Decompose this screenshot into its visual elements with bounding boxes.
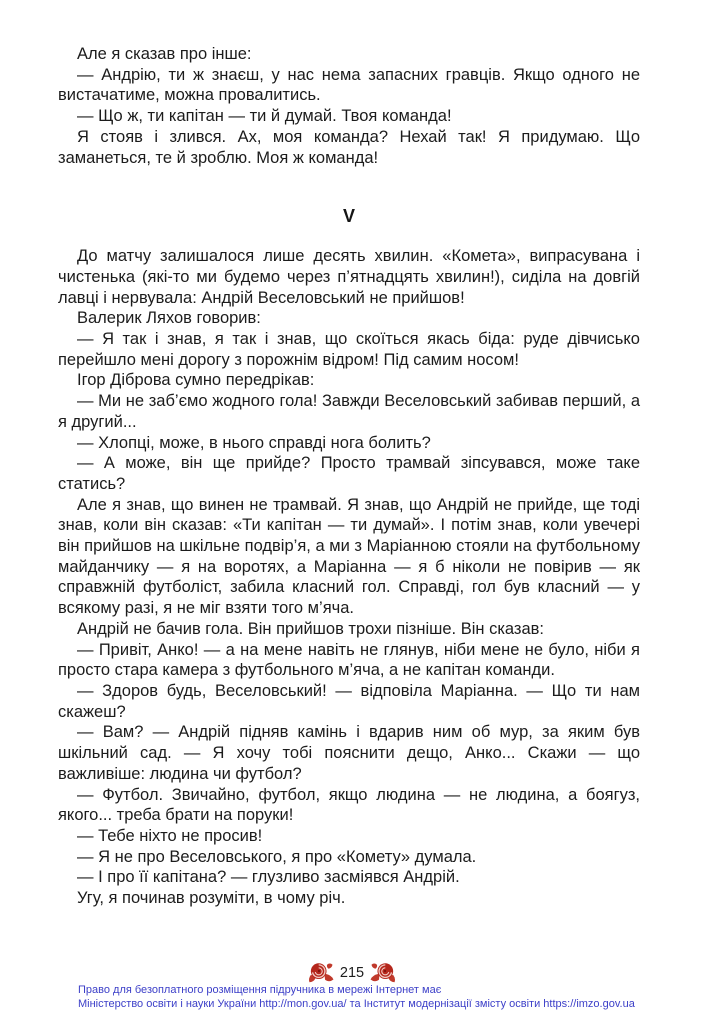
license-note	[78, 984, 648, 1011]
paragraph: — І про її капітана? — глузливо засміявся Андрій.	[77, 868, 460, 887]
page-text	[58, 44, 640, 909]
paragraph: — Ми не заб’ємо жодного гола! Завжди Веселовський забивав перший, а я другий...	[58, 392, 640, 431]
paragraph: — Я так і знав, я так і знав, що скоїться якась біда: руде дівчисько перейшло мені дорогу з порожнім відром! Під самим носом!	[58, 330, 640, 369]
rose-ornament-icon	[369, 961, 397, 985]
paragraph: — Вам? — Андрій підняв камінь і вдарив ним об мур, за яким був шкільний сад. — Я хочу тобі пояснити дещо, Анко... Скажи — що важливіше: людина чи футбол?	[58, 723, 640, 783]
page-number-row	[0, 961, 704, 985]
paragraph: — Привіт, Анко! — а на мене навіть не глянув, ніби мене не було, ніби я просто стара камера з футбольного м’яча, а не капітан команди.	[58, 640, 640, 680]
paragraph: — А може, він ще прийде? Просто трамвай зіпсувався, може таке статись?	[58, 454, 640, 493]
paragraph: Ігор Діброва сумно передрікав:	[77, 371, 315, 390]
paragraph: — Я не про Веселовського, я про «Комету» думала.	[77, 847, 477, 866]
paragraph: Але я сказав про інше:	[77, 45, 252, 63]
chapter-heading: V	[342, 206, 355, 227]
paragraph: — Хлопці, може, в нього справді нога болить?	[77, 433, 431, 452]
page-number: 215	[339, 965, 365, 981]
paragraph: — Що ж, ти капітан — ти й думай. Твоя команда!	[77, 107, 452, 126]
paragraph: — Футбол. Звичайно, футбол, якщо людина — не людина, а боягуз, якого... треба брати на поруки!	[58, 785, 640, 825]
paragraph: Але я знав, що винен не трамвай. Я знав, що Андрій не прийде, ще тоді знав, коли він сказав: «Ти капітан — ти думай». І потім знав, коли увечері він прийшов на шкільне подвір’я, а ми з Маріанною стояли на футбольному майданчику — я на воротях, а Маріанна — я б ніколи не повірив — як справжній футболіст, забила класний гол. Справді, гол був класний — у всякому разі, я не міг взяти того м’яча.	[58, 495, 640, 618]
paragraph: Андрій не бачив гола. Він прийшов трохи пізніше. Він сказав:	[77, 619, 545, 638]
license-line: Міністерство освіти і науки України http://mon.gov.ua/ та Інститут модернізації змісту освіти https://imzo.gov.ua	[78, 997, 635, 1010]
paragraph: — Здоров будь, Веселовський! — відповіла Маріанна. — Що ти нам скажеш?	[58, 681, 640, 721]
paragraph: — Андрію, ти ж знаєш, у нас нема запасних гравців. Якщо одного не вистачатиме, можна провалитись.	[58, 65, 640, 105]
paragraph: Угу, я починав розуміти, в чому річ.	[77, 889, 346, 908]
paragraph: Валерик Ляхов говорив:	[77, 309, 261, 328]
paragraph: Я стояв і злився. Ах, моя команда? Нехай так! Я придумаю. Що заманеться, те й зроблю. Моя ж команда!	[58, 127, 640, 167]
license-line: Право для безоплатного розміщення підручника в мережі Інтернет має	[78, 984, 442, 996]
paragraph: — Тебе ніхто не просив!	[77, 826, 263, 845]
rose-ornament-icon	[307, 961, 335, 985]
paragraph: До матчу залишалося лише десять хвилин. «Комета», випрасувана і чистенька (які-то ми будемо через п’ятнадцять хвилин!), сиділа на довгій лавці і нервувала: Андрій Веселовський не прийшов!	[58, 247, 640, 307]
